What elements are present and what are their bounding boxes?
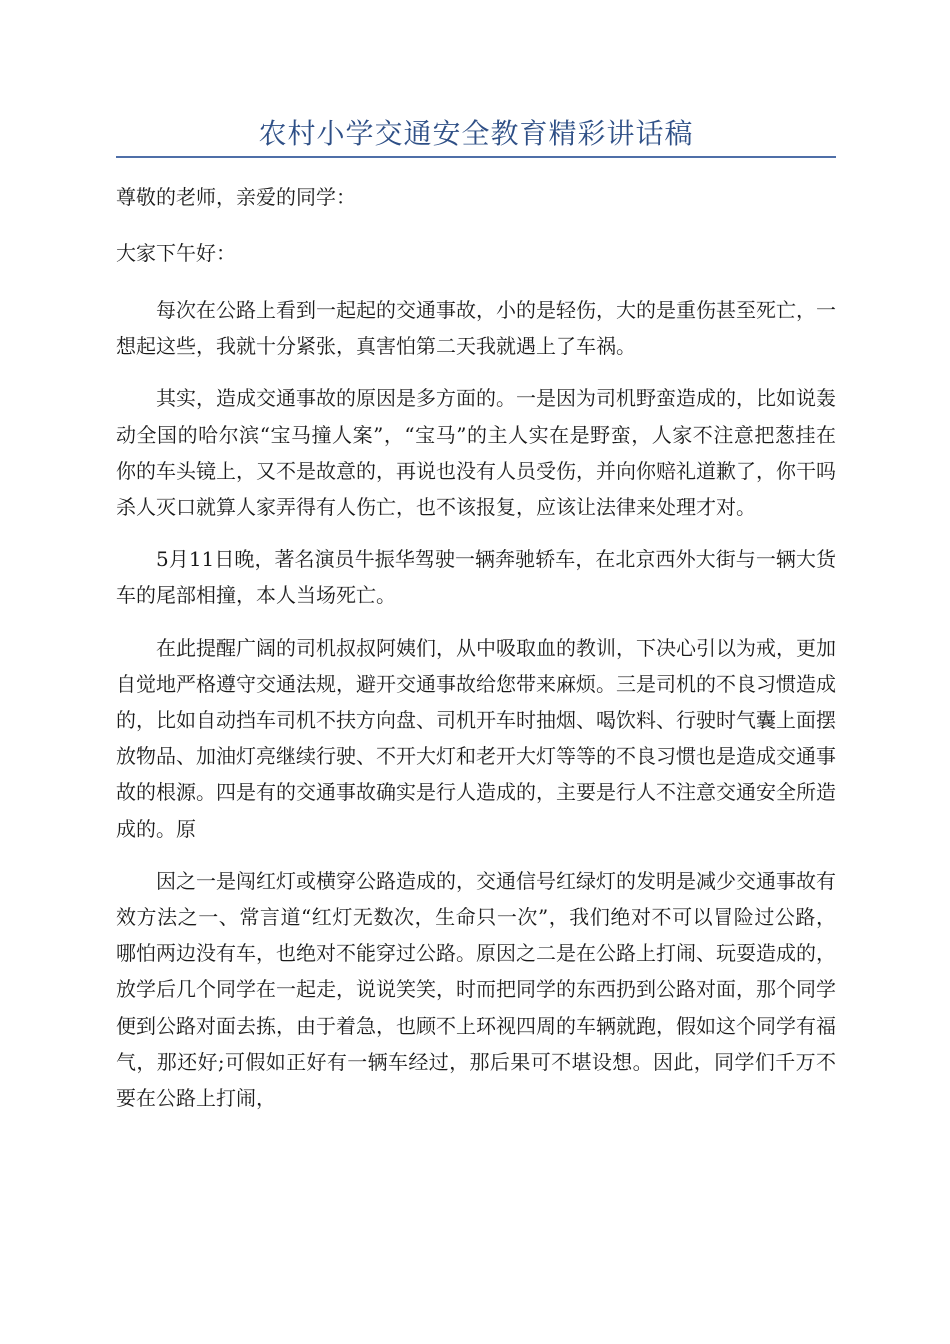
document-page: [116, 0, 836, 1132]
paragraph-4: 在此提醒广阔的司机叔叔阿姨们，从中吸取血的教训，下决心引以为戒，更加自觉地严格遵守交通法规，避开交通事故给您带来麻烦。三是司机的不良习惯造成的，比如自动挡车司机不扶方向盘、司机开车时抽烟、喝饮料、行驶时气囊上面摆放物品、加油灯亮继续行驶、不开大灯和老开大灯等等的不良习惯也是造成交通事故的根源。四是有的交通事故确实是行人造成的，主要是行人不注意交通安全所造成的。原: [116, 635, 836, 841]
paragraph-2: 其实，造成交通事故的原因是多方面的。一是因为司机野蛮造成的，比如说轰动全国的哈尔滨“宝马撞人案”，“宝马”的主人实在是野蛮，人家不注意把葱挂在你的车头镜上，又不是故意的，再说也没有人员受伤，并向你赔礼道歉了，你干吗杀人灭口就算人家弄得有人伤亡，也不该报复，应该让法律来处理才对。: [116, 386, 836, 520]
paragraph-1: 每次在公路上看到一起起的交通事故，小的是轻伤，大的是重伤甚至死亡，一想起这些，我就十分紧张，真害怕第二天我就遇上了车祸。: [116, 298, 836, 359]
greeting-teachers: 尊敬的老师，亲爱的同学：: [116, 185, 356, 209]
document-title: 农村小学交通安全教育精彩讲话稿: [258, 117, 694, 150]
paragraph-5: 因之一是闯红灯或横穿公路造成的，交通信号红绿灯的发明是减少交通事故有效方法之一、常言道“红灯无数次，生命只一次”，我们绝对不可以冒险过公路，哪怕两边没有车，也绝对不能穿过公路。原因之二是在公路上打闹、玩耍造成的，放学后几个同学在一起走，说说笑笑，时而把同学的东西扔到公路对面，那个同学便到公路对面去拣，由于着急，也顾不上环视四周的车辆就跑，假如这个同学有福气，那还好;可假如正好有一辆车经过，那后果可不堪设想。因此，同学们千万不要在公路上打闹，: [116, 868, 836, 1111]
greeting-afternoon: 大家下午好：: [116, 241, 236, 265]
paragraph-3: 5月11日晚，著名演员牛振华驾驶一辆奔驰轿车，在北京西外大街与一辆大货车的尾部相撞，本人当场死亡。: [116, 547, 836, 608]
title-underline: [116, 156, 836, 158]
